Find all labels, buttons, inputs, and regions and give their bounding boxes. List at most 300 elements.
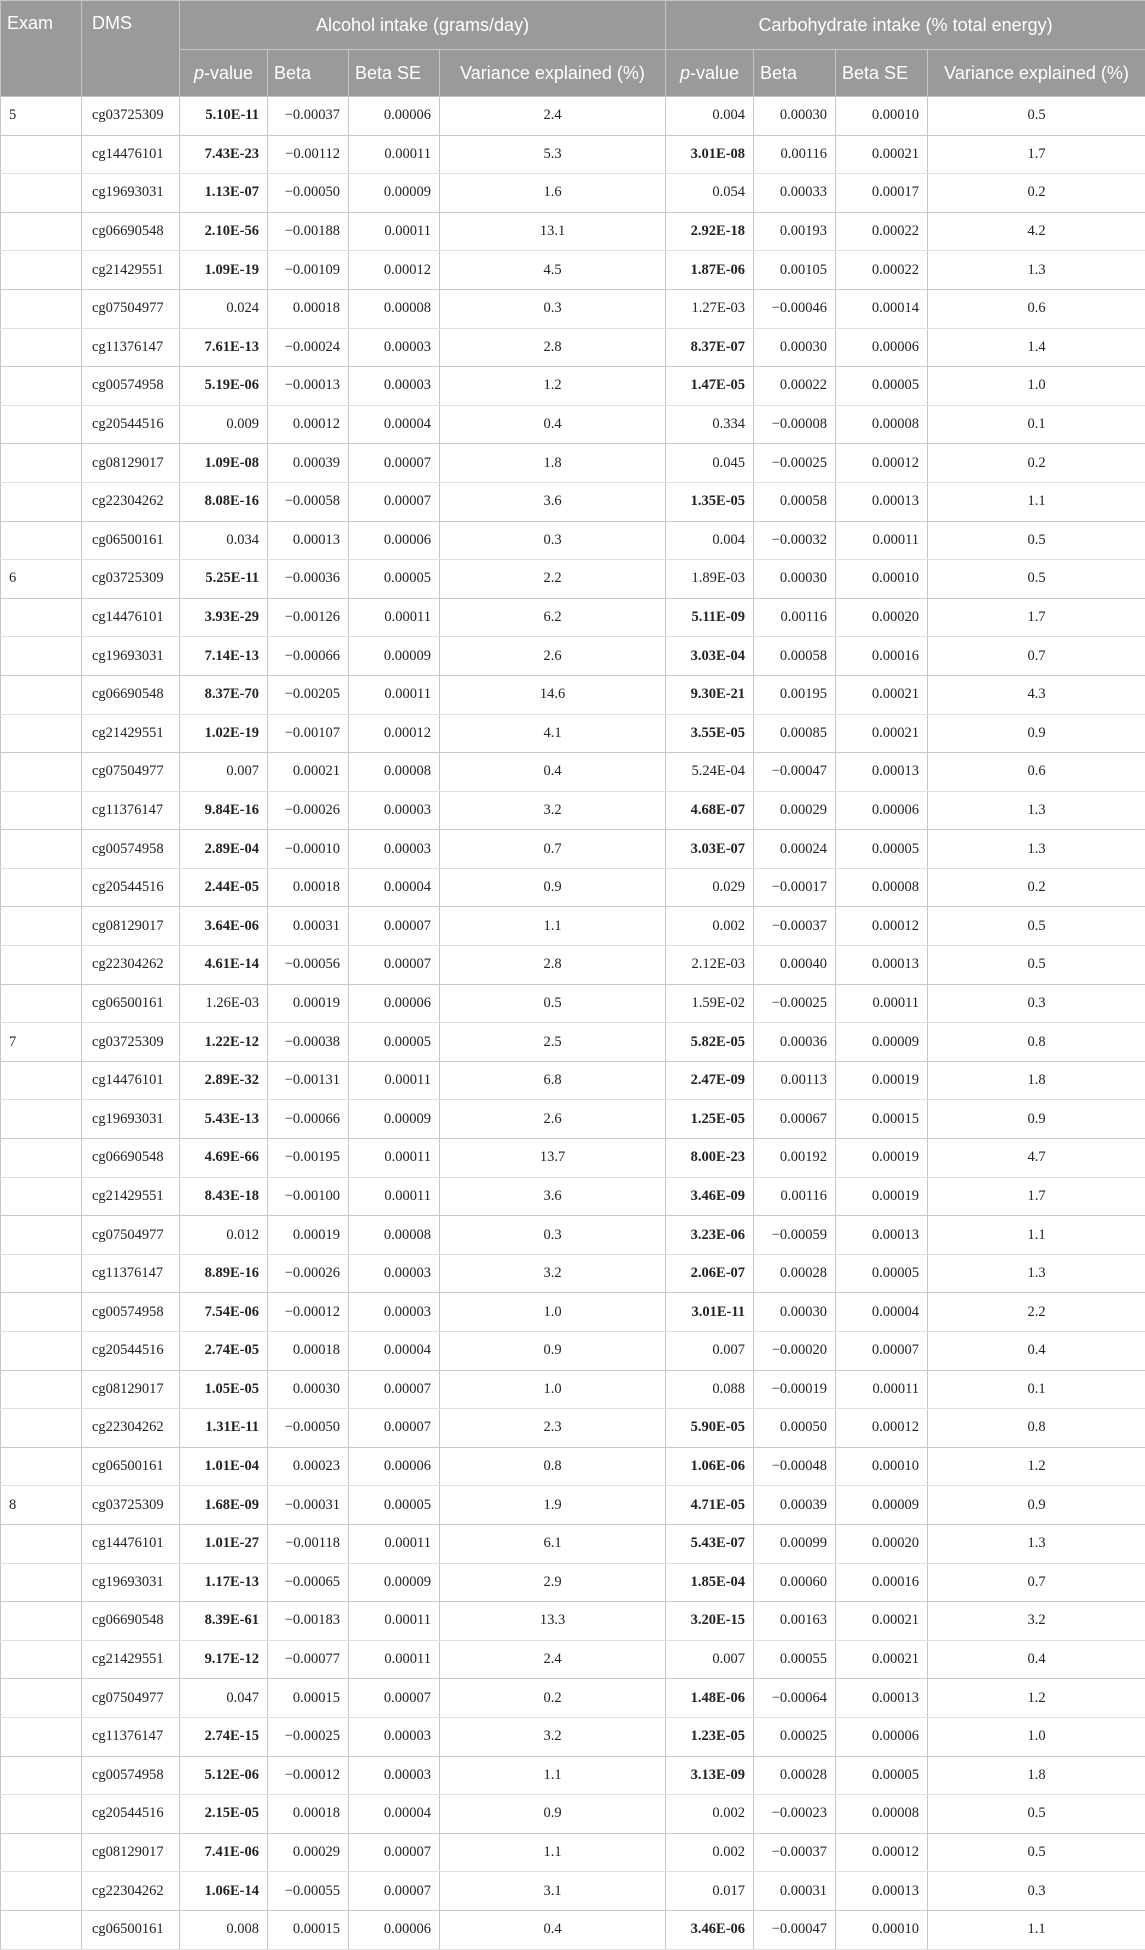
dms-cell: cg08129017: [82, 907, 180, 946]
carb-variance-cell: 1.0: [928, 1717, 1145, 1756]
dms-cell: cg06500161: [82, 1447, 180, 1486]
alcohol-p-value-cell: 7.14E-13: [180, 637, 268, 676]
carb-p-value-cell: 0.029: [666, 868, 754, 907]
carb-beta-cell: 0.00116: [754, 1177, 836, 1216]
alcohol-variance-cell: 1.1: [440, 907, 666, 946]
dms-cell: cg14476101: [82, 135, 180, 174]
alcohol-beta-cell: 0.00021: [268, 753, 349, 792]
alcohol-beta-se-cell: 0.00011: [349, 675, 440, 714]
carb-beta-se-cell: 0.00013: [836, 1679, 928, 1718]
alcohol-beta-cell: −0.00077: [268, 1640, 349, 1679]
carb-variance-cell: 4.2: [928, 212, 1145, 251]
carb-p-value-cell: 8.00E-23: [666, 1139, 754, 1178]
carb-beta-cell: 0.00025: [754, 1717, 836, 1756]
alcohol-p-value-cell: 1.05E-05: [180, 1370, 268, 1409]
carb-p-value-cell: 1.87E-06: [666, 251, 754, 290]
alcohol-p-value-cell: 4.61E-14: [180, 946, 268, 985]
table-row: [1, 444, 1145, 483]
alcohol-beta-cell: 0.00018: [268, 1795, 349, 1834]
carb-p-value-cell: 0.088: [666, 1370, 754, 1409]
alcohol-variance-header: Variance explained (%): [440, 50, 666, 97]
alcohol-variance-cell: 0.3: [440, 1216, 666, 1255]
alcohol-p-value-cell: 1.01E-27: [180, 1524, 268, 1563]
alcohol-beta-se-cell: 0.00009: [349, 637, 440, 676]
carb-variance-cell: 1.7: [928, 135, 1145, 174]
carb-beta-se-cell: 0.00021: [836, 1640, 928, 1679]
alcohol-variance-cell: 0.9: [440, 1795, 666, 1834]
carb-beta-cell: 0.00030: [754, 328, 836, 367]
carb-p-value-cell: 0.054: [666, 174, 754, 213]
alcohol-p-value-cell: 2.10E-56: [180, 212, 268, 251]
alcohol-p-value-cell: 8.37E-70: [180, 675, 268, 714]
alcohol-variance-cell: 1.0: [440, 1370, 666, 1409]
carb-beta-se-cell: 0.00022: [836, 251, 928, 290]
alcohol-p-value-cell: 4.69E-66: [180, 1139, 268, 1178]
alcohol-p-value-cell: 2.89E-32: [180, 1061, 268, 1100]
table-row: [1, 868, 1145, 907]
carb-p-value-cell: 3.01E-11: [666, 1293, 754, 1332]
carb-variance-cell: 1.8: [928, 1756, 1145, 1795]
exam-cell: [1, 907, 82, 946]
carb-beta-cell: −0.00023: [754, 1795, 836, 1834]
carb-beta-cell: 0.00192: [754, 1139, 836, 1178]
carb-p-value-cell: 0.002: [666, 907, 754, 946]
alcohol-beta-cell: −0.00050: [268, 174, 349, 213]
alcohol-beta-cell: −0.00066: [268, 637, 349, 676]
exam-cell: [1, 1795, 82, 1834]
carb-variance-cell: 0.6: [928, 753, 1145, 792]
carb-beta-se-cell: 0.00011: [836, 521, 928, 560]
alcohol-variance-cell: 4.1: [440, 714, 666, 753]
dms-cell: cg03725309: [82, 560, 180, 599]
carb-beta-se-cell: 0.00011: [836, 1370, 928, 1409]
carb-p-value-cell: 4.68E-07: [666, 791, 754, 830]
carb-variance-cell: 0.6: [928, 289, 1145, 328]
carb-p-value-cell: 1.27E-03: [666, 289, 754, 328]
carb-p-value-cell: 3.23E-06: [666, 1216, 754, 1255]
carb-beta-cell: 0.00193: [754, 212, 836, 251]
alcohol-beta-cell: 0.00019: [268, 1216, 349, 1255]
alcohol-beta-se-cell: 0.00008: [349, 1216, 440, 1255]
carb-p-value-cell: 1.25E-05: [666, 1100, 754, 1139]
alcohol-beta-se-cell: 0.00006: [349, 984, 440, 1023]
dms-cell: cg20544516: [82, 868, 180, 907]
alcohol-beta-cell: 0.00018: [268, 1332, 349, 1371]
exam-cell: [1, 1293, 82, 1332]
alcohol-beta-se-cell: 0.00011: [349, 598, 440, 637]
alcohol-beta-se-cell: 0.00006: [349, 1447, 440, 1486]
carb-beta-cell: 0.00067: [754, 1100, 836, 1139]
alcohol-p-value-cell: 2.44E-05: [180, 868, 268, 907]
alcohol-beta-cell: −0.00100: [268, 1177, 349, 1216]
table-row: [1, 984, 1145, 1023]
exam-cell: [1, 675, 82, 714]
carb-beta-cell: 0.00022: [754, 367, 836, 406]
alcohol-variance-cell: 6.1: [440, 1524, 666, 1563]
alcohol-beta-se-cell: 0.00012: [349, 251, 440, 290]
carb-variance-cell: 1.7: [928, 598, 1145, 637]
alcohol-variance-cell: 4.5: [440, 251, 666, 290]
carb-beta-cell: 0.00030: [754, 97, 836, 136]
dms-cell: cg08129017: [82, 444, 180, 483]
carb-beta-se-cell: 0.00005: [836, 830, 928, 869]
carb-p-value-cell: 1.06E-06: [666, 1447, 754, 1486]
alcohol-p-value-cell: 1.17E-13: [180, 1563, 268, 1602]
carb-variance-cell: 1.1: [928, 1216, 1145, 1255]
alcohol-p-value-cell: 1.09E-19: [180, 251, 268, 290]
carb-variance-cell: 0.5: [928, 907, 1145, 946]
carb-beta-cell: 0.00029: [754, 791, 836, 830]
table-row: [1, 1216, 1145, 1255]
carb-beta-se-cell: 0.00011: [836, 984, 928, 1023]
table-row: [1, 907, 1145, 946]
alcohol-p-value-cell: 7.54E-06: [180, 1293, 268, 1332]
alcohol-p-value-cell: 2.74E-15: [180, 1717, 268, 1756]
alcohol-beta-cell: 0.00012: [268, 405, 349, 444]
carb-variance-cell: 0.9: [928, 714, 1145, 753]
table-row: [1, 1409, 1145, 1448]
carb-p-value-cell: 0.334: [666, 405, 754, 444]
exam-cell: [1, 405, 82, 444]
alcohol-p-value-cell: 8.89E-16: [180, 1254, 268, 1293]
carb-beta-se-cell: 0.00010: [836, 560, 928, 599]
carb-variance-cell: 1.3: [928, 251, 1145, 290]
dms-cell: cg06690548: [82, 212, 180, 251]
alcohol-p-value-cell: 0.024: [180, 289, 268, 328]
carb-beta-se-cell: 0.00017: [836, 174, 928, 213]
alcohol-variance-cell: 2.4: [440, 97, 666, 136]
table-row: [1, 1100, 1145, 1139]
alcohol-beta-cell: 0.00030: [268, 1370, 349, 1409]
carb-beta-header: Beta: [754, 50, 836, 97]
carb-p-value-cell: 3.46E-06: [666, 1910, 754, 1949]
carb-variance-cell: 1.1: [928, 1910, 1145, 1949]
dms-cell: cg21429551: [82, 714, 180, 753]
carb-beta-se-cell: 0.00013: [836, 753, 928, 792]
alcohol-p-value-cell: 5.43E-13: [180, 1100, 268, 1139]
alcohol-variance-cell: 0.8: [440, 1447, 666, 1486]
exam-cell: [1, 482, 82, 521]
alcohol-beta-se-cell: 0.00007: [349, 907, 440, 946]
table-row: [1, 212, 1145, 251]
alcohol-variance-cell: 3.2: [440, 791, 666, 830]
alcohol-variance-cell: 3.2: [440, 1254, 666, 1293]
exam-cell: [1, 521, 82, 560]
carb-beta-se-cell: 0.00021: [836, 714, 928, 753]
alcohol-beta-se-cell: 0.00003: [349, 1254, 440, 1293]
carb-variance-cell: 0.8: [928, 1023, 1145, 1062]
exam-cell: [1, 1447, 82, 1486]
alcohol-beta-cell: −0.00107: [268, 714, 349, 753]
carb-beta-cell: −0.00025: [754, 444, 836, 483]
carb-beta-cell: −0.00037: [754, 907, 836, 946]
carb-beta-cell: 0.00030: [754, 560, 836, 599]
alcohol-beta-se-cell: 0.00003: [349, 791, 440, 830]
alcohol-beta-se-cell: 0.00007: [349, 1409, 440, 1448]
carb-variance-cell: 0.9: [928, 1100, 1145, 1139]
carb-beta-cell: 0.00058: [754, 482, 836, 521]
exam-cell: [1, 289, 82, 328]
carb-variance-cell: 1.2: [928, 1447, 1145, 1486]
carb-p-value-cell: 2.06E-07: [666, 1254, 754, 1293]
exam-cell: 8: [1, 1486, 82, 1525]
carb-p-value-cell: 0.017: [666, 1872, 754, 1911]
exam-cell: [1, 1216, 82, 1255]
table-row: [1, 1795, 1145, 1834]
exam-cell: [1, 328, 82, 367]
carb-beta-se-cell: 0.00022: [836, 212, 928, 251]
alcohol-p-value-cell: 7.43E-23: [180, 135, 268, 174]
alcohol-beta-se-cell: 0.00009: [349, 174, 440, 213]
exam-cell: [1, 1872, 82, 1911]
carb-beta-cell: −0.00025: [754, 984, 836, 1023]
exam-cell: [1, 444, 82, 483]
exam-cell: [1, 1679, 82, 1718]
carb-beta-cell: 0.00060: [754, 1563, 836, 1602]
dms-cell: cg20544516: [82, 405, 180, 444]
alcohol-beta-se-cell: 0.00007: [349, 1370, 440, 1409]
alcohol-variance-cell: 5.3: [440, 135, 666, 174]
alcohol-variance-cell: 2.9: [440, 1563, 666, 1602]
dms-cell: cg22304262: [82, 946, 180, 985]
carb-variance-cell: 0.5: [928, 946, 1145, 985]
carb-beta-cell: 0.00085: [754, 714, 836, 753]
alcohol-variance-cell: 3.6: [440, 1177, 666, 1216]
carb-p-value-cell: 1.47E-05: [666, 367, 754, 406]
exam-cell: [1, 1370, 82, 1409]
alcohol-variance-cell: 1.2: [440, 367, 666, 406]
carb-variance-cell: 4.7: [928, 1139, 1145, 1178]
alcohol-beta-se-cell: 0.00011: [349, 1061, 440, 1100]
alcohol-p-value-cell: 0.047: [180, 1679, 268, 1718]
carb-p-value-cell: 5.82E-05: [666, 1023, 754, 1062]
alcohol-p-value-cell: 3.93E-29: [180, 598, 268, 637]
alcohol-variance-cell: 0.5: [440, 984, 666, 1023]
carb-beta-cell: 0.00036: [754, 1023, 836, 1062]
table-row: [1, 1602, 1145, 1641]
carb-variance-cell: 1.8: [928, 1061, 1145, 1100]
dms-cell: cg19693031: [82, 174, 180, 213]
table-row: [1, 1717, 1145, 1756]
carb-p-value-cell: 3.01E-08: [666, 135, 754, 174]
carb-p-value-cell: 2.12E-03: [666, 946, 754, 985]
table-row: [1, 598, 1145, 637]
exam-cell: [1, 1563, 82, 1602]
alcohol-beta-se-cell: 0.00003: [349, 1756, 440, 1795]
exam-cell: [1, 251, 82, 290]
alcohol-p-value-cell: 1.02E-19: [180, 714, 268, 753]
carb-beta-cell: −0.00037: [754, 1833, 836, 1872]
exam-cell: [1, 1409, 82, 1448]
alcohol-p-value-cell: 0.008: [180, 1910, 268, 1949]
alcohol-beta-se-cell: 0.00004: [349, 1795, 440, 1834]
exam-cell: [1, 1717, 82, 1756]
alcohol-beta-cell: −0.00038: [268, 1023, 349, 1062]
alcohol-beta-cell: −0.00012: [268, 1293, 349, 1332]
carb-p-value-cell: 1.35E-05: [666, 482, 754, 521]
carb-beta-cell: −0.00017: [754, 868, 836, 907]
alcohol-beta-cell: −0.00050: [268, 1409, 349, 1448]
alcohol-beta-cell: −0.00013: [268, 367, 349, 406]
exam-cell: [1, 868, 82, 907]
alcohol-variance-cell: 14.6: [440, 675, 666, 714]
alcohol-p-value-cell: 9.17E-12: [180, 1640, 268, 1679]
dms-cell: cg21429551: [82, 1177, 180, 1216]
alcohol-beta-se-cell: 0.00012: [349, 714, 440, 753]
exam-cell: [1, 753, 82, 792]
alcohol-beta-se-cell: 0.00008: [349, 289, 440, 328]
dms-column-header: DMS: [82, 1, 180, 97]
table-row: [1, 1447, 1145, 1486]
alcohol-beta-se-header: Beta SE: [349, 50, 440, 97]
carb-variance-cell: 0.7: [928, 637, 1145, 676]
alcohol-beta-cell: 0.00015: [268, 1910, 349, 1949]
carb-beta-cell: −0.00064: [754, 1679, 836, 1718]
dms-cell: cg08129017: [82, 1833, 180, 1872]
carb-beta-se-cell: 0.00016: [836, 637, 928, 676]
alcohol-beta-se-cell: 0.00011: [349, 1640, 440, 1679]
carb-p-value-cell: 3.55E-05: [666, 714, 754, 753]
carb-variance-cell: 0.5: [928, 1795, 1145, 1834]
exam-cell: [1, 1177, 82, 1216]
alcohol-p-value-cell: 5.19E-06: [180, 367, 268, 406]
header-row-groups: [1, 1, 1145, 50]
carb-beta-se-cell: 0.00008: [836, 868, 928, 907]
carb-variance-cell: 0.4: [928, 1640, 1145, 1679]
exam-cell: [1, 1254, 82, 1293]
carb-variance-cell: 0.5: [928, 97, 1145, 136]
dms-cell: cg03725309: [82, 97, 180, 136]
alcohol-p-value-cell: 1.68E-09: [180, 1486, 268, 1525]
dms-cell: cg06500161: [82, 1910, 180, 1949]
alcohol-beta-se-cell: 0.00005: [349, 1023, 440, 1062]
table-row: [1, 1370, 1145, 1409]
alcohol-beta-se-cell: 0.00011: [349, 1139, 440, 1178]
alcohol-beta-se-cell: 0.00006: [349, 521, 440, 560]
alcohol-beta-cell: 0.00018: [268, 289, 349, 328]
alcohol-beta-cell: −0.00055: [268, 1872, 349, 1911]
alcohol-beta-header: Beta: [268, 50, 349, 97]
carb-variance-cell: 3.2: [928, 1602, 1145, 1641]
alcohol-variance-cell: 13.7: [440, 1139, 666, 1178]
carb-variance-cell: 0.7: [928, 1563, 1145, 1602]
carb-beta-cell: 0.00099: [754, 1524, 836, 1563]
dms-cell: cg22304262: [82, 482, 180, 521]
alcohol-beta-se-cell: 0.00011: [349, 212, 440, 251]
alcohol-variance-cell: 1.1: [440, 1833, 666, 1872]
carb-variance-cell: 0.5: [928, 1833, 1145, 1872]
alcohol-p-value-cell: 5.25E-11: [180, 560, 268, 599]
alcohol-variance-cell: 13.1: [440, 212, 666, 251]
carb-p-value-cell: 1.23E-05: [666, 1717, 754, 1756]
carb-p-value-cell: 5.43E-07: [666, 1524, 754, 1563]
carb-p-value-cell: 0.004: [666, 521, 754, 560]
carb-p-value-cell: 5.11E-09: [666, 598, 754, 637]
alcohol-p-value-header: [180, 50, 268, 97]
alcohol-p-value-cell: 8.43E-18: [180, 1177, 268, 1216]
table-row: [1, 1254, 1145, 1293]
carb-beta-cell: 0.00040: [754, 946, 836, 985]
alcohol-beta-se-cell: 0.00006: [349, 97, 440, 136]
carb-p-value-cell: 3.03E-04: [666, 637, 754, 676]
dms-cell: cg14476101: [82, 598, 180, 637]
carb-beta-cell: 0.00116: [754, 135, 836, 174]
carb-variance-cell: 1.4: [928, 328, 1145, 367]
dms-cell: cg11376147: [82, 328, 180, 367]
carb-beta-cell: −0.00019: [754, 1370, 836, 1409]
carb-p-value-cell: 1.48E-06: [666, 1679, 754, 1718]
dms-cell: cg14476101: [82, 1061, 180, 1100]
exam-cell: [1, 714, 82, 753]
alcohol-group-header: Alcohol intake (grams/day): [180, 1, 666, 50]
dms-cell: cg20544516: [82, 1332, 180, 1371]
carb-p-value-cell: 0.004: [666, 97, 754, 136]
carbohydrate-group-header: Carbohydrate intake (% total energy): [666, 1, 1145, 50]
alcohol-beta-se-cell: 0.00011: [349, 135, 440, 174]
alcohol-p-value-cell: 1.01E-04: [180, 1447, 268, 1486]
alcohol-beta-cell: 0.00031: [268, 907, 349, 946]
dms-cell: cg06690548: [82, 1602, 180, 1641]
alcohol-beta-cell: −0.00026: [268, 1254, 349, 1293]
alcohol-beta-se-cell: 0.00007: [349, 1679, 440, 1718]
alcohol-variance-cell: 3.6: [440, 482, 666, 521]
carb-p-value-cell: 1.85E-04: [666, 1563, 754, 1602]
alcohol-p-value-cell: 7.41E-06: [180, 1833, 268, 1872]
table-row: [1, 1139, 1145, 1178]
carb-beta-cell: −0.00059: [754, 1216, 836, 1255]
p-italic: p: [680, 63, 690, 83]
alcohol-p-value-cell: 8.39E-61: [180, 1602, 268, 1641]
carb-beta-cell: 0.00105: [754, 251, 836, 290]
table-row: [1, 135, 1145, 174]
carb-variance-cell: 1.3: [928, 1524, 1145, 1563]
carb-beta-cell: 0.00031: [754, 1872, 836, 1911]
table-row: [1, 174, 1145, 213]
alcohol-variance-cell: 1.1: [440, 1756, 666, 1795]
carb-beta-se-cell: 0.00010: [836, 1910, 928, 1949]
alcohol-variance-cell: 0.3: [440, 289, 666, 328]
carb-variance-cell: 0.2: [928, 444, 1145, 483]
carb-p-value-cell: 2.47E-09: [666, 1061, 754, 1100]
dms-cell: cg00574958: [82, 367, 180, 406]
alcohol-p-value-cell: 1.13E-07: [180, 174, 268, 213]
alcohol-p-value-cell: 1.26E-03: [180, 984, 268, 1023]
carb-variance-cell: 0.8: [928, 1409, 1145, 1448]
table-header: [1, 1, 1145, 97]
exam-cell: [1, 1524, 82, 1563]
alcohol-p-value-cell: 0.012: [180, 1216, 268, 1255]
alcohol-beta-cell: −0.00012: [268, 1756, 349, 1795]
carb-beta-cell: −0.00020: [754, 1332, 836, 1371]
alcohol-beta-cell: −0.00025: [268, 1717, 349, 1756]
carb-beta-se-cell: 0.00021: [836, 675, 928, 714]
carb-p-value-cell: 0.007: [666, 1640, 754, 1679]
carb-p-value-cell: 3.03E-07: [666, 830, 754, 869]
table-row: [1, 1563, 1145, 1602]
alcohol-variance-cell: 2.6: [440, 637, 666, 676]
carb-p-value-cell: 4.71E-05: [666, 1486, 754, 1525]
carb-p-value-cell: 0.002: [666, 1833, 754, 1872]
carb-variance-cell: 0.3: [928, 1872, 1145, 1911]
carb-beta-se-header: Beta SE: [836, 50, 928, 97]
dms-cell: cg11376147: [82, 1254, 180, 1293]
carb-beta-se-cell: 0.00020: [836, 598, 928, 637]
carb-beta-se-cell: 0.00006: [836, 1717, 928, 1756]
carb-beta-cell: 0.00028: [754, 1756, 836, 1795]
alcohol-beta-cell: −0.00131: [268, 1061, 349, 1100]
carb-variance-cell: 2.2: [928, 1293, 1145, 1332]
dms-cell: cg00574958: [82, 830, 180, 869]
